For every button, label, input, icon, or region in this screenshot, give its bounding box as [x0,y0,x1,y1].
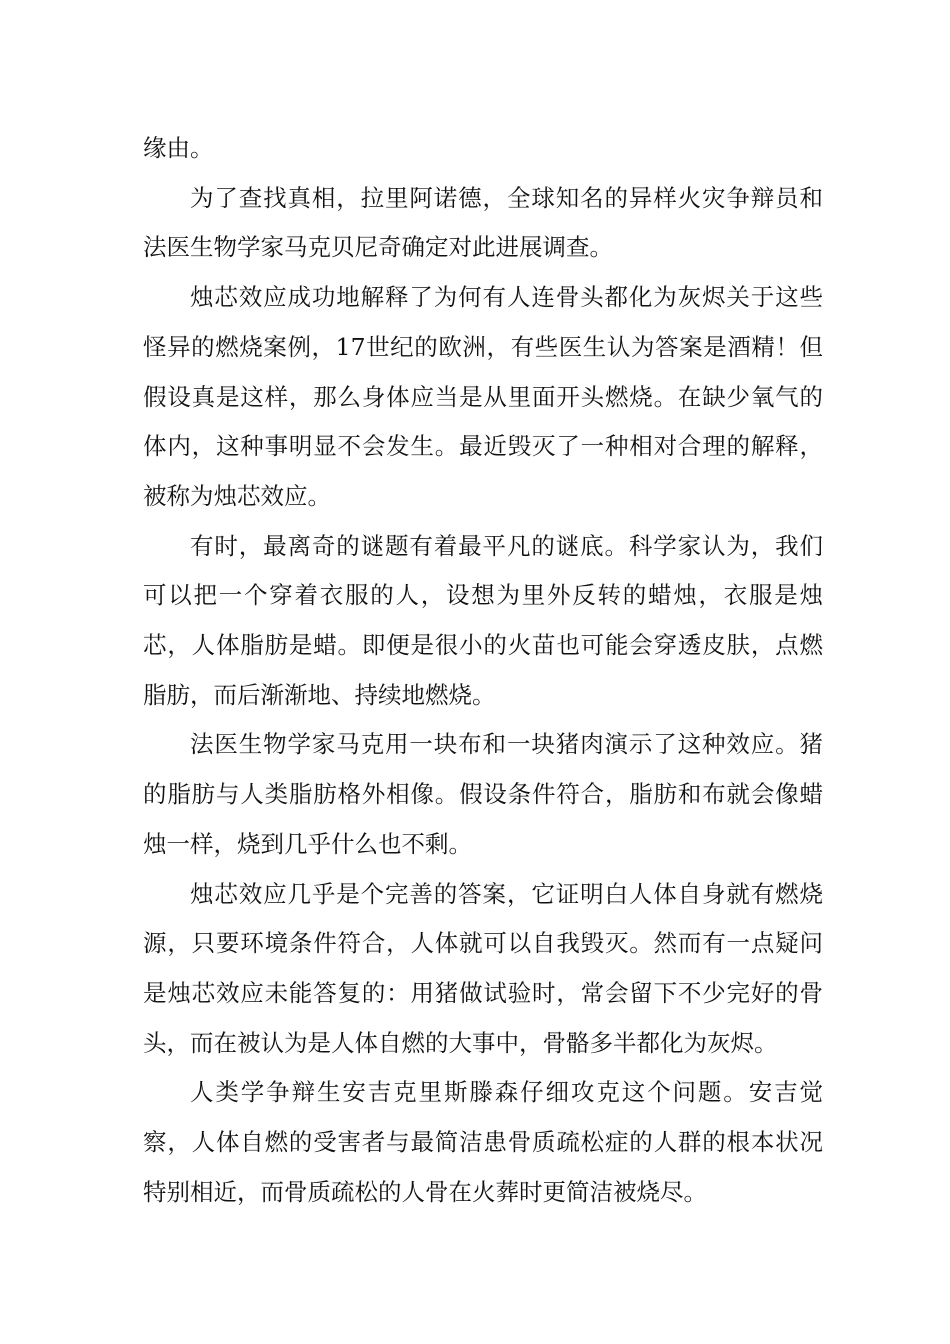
document-body [143,124,823,1217]
paragraph-5: 法医生物学家马克用一块布和一块猪肉演示了这种效应。猪的脂肪与人类脂肪格外相像。假设条件符合，脂肪和布就会像蜡烛一样，烧到几乎什么也不剩。 [143,730,823,858]
paragraph-6: 烛芯效应几乎是个完善的答案，它证明白人体自身就有燃烧源，只要环境条件符合，人体就可以自我毁灭。然而有一点疑问是烛芯效应未能答复的：用猪做试验时，常会留下不少完好的骨头，而在被认为是人体自燃的大事中，骨骼多半都化为灰烬。 [143,879,823,1057]
paragraph-7: 人类学争辩生安吉克里斯滕森仔细攻克这个问题。安吉觉察，人体自燃的受害者与最简洁患骨质疏松症的人群的根本状况特别相近，而骨质疏松的人骨在火葬时更简洁被烧尽。 [143,1078,823,1206]
paragraph-4: 有时，最离奇的谜题有着最平凡的谜底。科学家认为，我们可以把一个穿着衣服的人，设想为里外反转的蜡烛，衣服是烛芯，人体脂肪是蜡。即便是很小的火苗也可能会穿透皮肤，点燃脂肪，而后渐渐地、持续地燃烧。 [143,531,823,709]
paragraph-1: 缘由。 [143,134,214,162]
paragraph-3: 烛芯效应成功地解释了为何有人连骨头都化为灰烬关于这些怪异的燃烧案例，17世纪的欧洲，有些医生认为答案是酒精！但假设真是这样，那么身体应当是从里面开头燃烧。在缺少氧气的体内，这种事明显不会发生。最近毁灭了一种相对合理的解释，被称为烛芯效应。 [143,283,823,510]
paragraph-2: 为了查找真相，拉里阿诺德，全球知名的异样火灾争辩员和法医生物学家马克贝尼奇确定对此进展调查。 [143,183,823,262]
